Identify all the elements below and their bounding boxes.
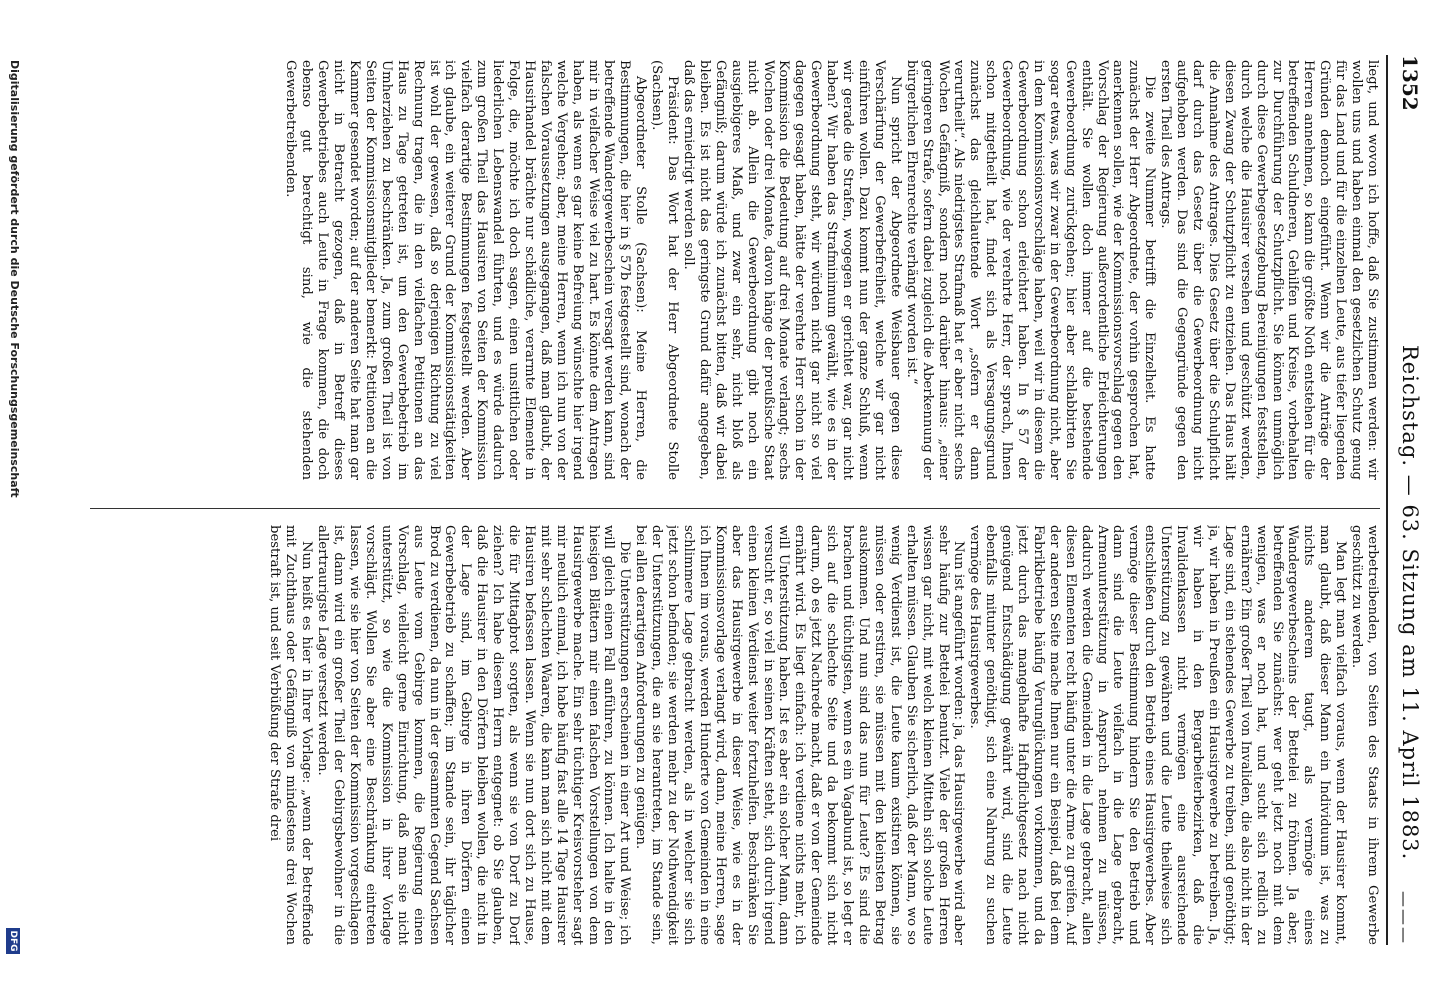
page-header [1390,55,1422,945]
paragraph: werbetreibenden, von Seiten des Staats in ihrem Gewerbe geschützt zu werden. [1349,525,1380,945]
page-number: 1352 [1398,55,1422,111]
header-rule [1386,55,1388,945]
paragraph: Die zweite Nummer betrifft die Einzelheit. Es hatte zunächst der Herr Abgeordnete, der vorhin gesprochen hat, anerkennen sollen, wie der Kommissionsvorschlag gegen den Vorschlag der Regierung außerordentliche Erleichterungen enthält. Sie wollen doch immer auf die bestehende Gewerbeordnung zurückgehen; hier aber schlabbirten Sie sogar etwas, was wir zwar in der Gewerbeordnung nicht, aber in dem Kommissionsvorschläge haben, weil wir in diesem die Gewerbeordnung schon erleichtert haben. In § 57 der Gewerbeordnung, wie der verehrte Herr, der sprach, Ihnen schon mitgetheilt hat, findet sich als Versagungsgrund zunächst das gleichlautende Wort „sofern er dann verurtheilt“. Als niedrigstes Strafmaß hat er aber nicht sechs Wochen Gefängniß, sondern noch darüber hinaus: „einer geringeren Strafe, sofern dabei zugleich die Aberkennung der bürgerlichen Ehrenrechte verhängt worden ist.“ [903,60,1158,480]
paragraph: liegt, und wovon ich hoffe, daß Sie zustimmen werden: wir wollen uns und haben einmal den gesetzlichen Schutz genug für das Land und für die einzelnen Leute, aus tiefer liegenden Gründen dennoch eingeführt. Wenn wir die Anträge der Herren annehmen, so kann die größte Noth entstehen für die betreffenden Schuldneren, Gehilfen und Kreise, vorbehalten zur Durchführung der Schutzpflicht. Sie können unmöglich durch diese Gewerbegesetzgebung Bereinigungen feststellen, durch welche die Hausirer versehen und geschützt werden, diesen Zwang der Schutzpflicht zu entziehen. Das Haus hält die Annahme des Antrages. Dies Gesetz über die Schulpflicht darf durch das Gesetz über die Gewerbeordnung nicht aufgehoben werden. Das sind die Gegengründe gegen den ersten Theil des Antrags. [1158,60,1380,480]
paragraph: Nun ist angeführt worden: ja, das Hausirgewerbe wird aber sehr häufig zur Bettelei benutzt. Viele der großen Herren wissen gar nicht, mit welch kleinen Mitteln sich solche Leute erhalten müssen. Glauben Sie sicherlich, daß der Mann, wo so wenig Verdienst ist, die Leute kaum existiren können, sie müssen oder erstiren, sie müssen mit den kleinsten Betrag auskommen. Und nun sind das nun für Leute? Es sind die brachen und tüchtigsten, wenn es ein Vagabund ist, so legt er sich auf die schlechte Seite und da bekommt sich nicht darum, ob es jetzt Nachrede macht, daß er von der Gemeinde ernährt wird. Es liegt einfach: ich verdiene nichts mehr, ich will Unterstützung haben. Ist es aber ein solcher Mann, dann versucht er, so viel in seinen Kräften steht, sich durch irgend einen kleinen Verdienst weiter fortzuhelfen. Beschränken Sie aber das Hausirgewerbe in dieser Weise, wie es in der Kommissionsvorlage verlangt wird, dann, meine Herren, sage ich Ihnen im voraus, werden Hunderte von Gemeinden in eine schlimmere Lage gebracht werden, als in welcher sie sich jetzt schon befinden; sie werden mehr zu der Nothwendigkeit der Unterstützungen, die an sie herantreten, im Stande sein, bei allen derartigen Anforderungen zu genügen. [633,525,967,945]
paragraph: Die Unterstützungen erscheinen in einer Art und Weise; ich will gleich einen Fall anführen, zu können. Ich halte in den hiesigen Blättern mir einen falschen Vorstellungen von dem Hausirgewerbe mache. Ein sehr tüchtiger Kreisvorsteher sagt mir neulich einmal, ich habe häufig fast alle 14 Tage Hausirer mit sehr schlechten Waaren, die kann man sich nicht mit dem Hausiren befassen lassen. Wenn sie nun dort sich zu Hause, die für Mittagbrot sorgten, als wenn sie von Dorf zu Dorf ziehen? Ich habe diesem Herrn entgegnet: ob Sie glauben, daß die Hausirer in den Dörfern bleiben wollen, die nicht in der Lage sind, im Gebirge in ihren Dörfern einen Gewerbebetrieb zu schaffen; im Stande sein, ihr täglicher Brod zu verdienen, da nun in der gesammten Gegend Sachsen aus Leute vom Gebirge kommen, die Regierung einen Vorschlag, vielleicht gerne Einrichtung, daß man sie nicht unterstützt, so wie die Kommission in ihrer Vorlage vorschlägt. Wollen Sie aber eine Beschränkung eintreten lassen, wie sie hier von Seiten der Kommission vorgeschlagen ist, dann wird ein großer Theil der Gebirgsbewohner in die allertraurigste Lage versetzt werden. [315,525,633,945]
header-dashes: ——— [1395,891,1414,945]
paragraph: Nun heißt es hier in Ihrer Vorlage: „wenn der Betreffende mit Zuchthaus oder Gefängniß von mindestens drei Wochen bestraft ist, und seit Verbüßung der Strafe drei [267,525,315,945]
paragraph: Präsident: Das Wort hat der Herr Abgeordnete Stolle (Sachsen). [649,60,681,480]
right-column [90,525,1380,945]
left-column [90,60,1380,480]
paragraph: Man legt man vielfach voraus, wenn der Hausirer kommt, man glaubt, daß dieser Mann ein Individuum ist, was zu nichts anderem taugt, als vermöge eines Wandergewerbescheins der Bettelei zu fröhnen. Ja aber, betreffenden Sie zunächst: wer geht jetzt noch mit dem wenigen, was er noch hat, und sucht sich redlich zu ernähren? Ein großer Theil von Invaliden, die also nicht in der Lage sind, ein stehendes Gewerbe zu treiben, sind genöthigt; ja, wir haben in Preußen ein Hausirgewerbe zu betreiben. Ja, wir haben in den Bergarbeiterbezirken, daß die Invalidenkassen nicht vermögen eine ausreichende Unterstützung zu gewähren und die Leute theilweise sich entschließen durch den Betrieb eines Hausirgewerbes. Aber vermöge dieser Bestimmung hindern Sie den Betrieb und dann sind die Leute vielfach in die Lage gebracht, Armenunterstützung in Anspruch nehmen zu müssen, dadurch werden die Gemeinden in die Lage gebracht, allen diesen Elementen recht häufig unter die Arme zu greifen. Auf der anderen Seite mache Ihnen nur ein Beispiel, daß bei dem Fabrikbetriebe häufig Verunglückungen vorkommen, und da jetzt durch das mangelhafte Haftpflichtgesetz nach nicht genügend Entschädigung gewährt wird, sind die Leute ebenfalls mitunter genöthigt, sich eine Nahrung zu suchen vermöge des Hausirgewerbes. [967,525,1349,945]
paragraph: Abgeordneter Stolle (Sachsen): Meine Herren, die Bestimmungen, die hier in § 57b festgestellt sind, wonach der betreffende Wandergewerbeschein versagt werden kann, sind mir in vielfacher Weise viel zu hart. Es könnte dem Antragen haben, als wenn es gar keine Befreiung wünschte hier irgend welche Vergehen; aber, meine Herren, wenn ich nun von der falschen Voraussetzungen ausgegangen, daß man glaubt, der Hausirhandel brächte nur schädliche, verarmte Elemente in Folge, die, möchte ich doch sagen, einen unsittlichen oder liederlichen Lebenswandel führten, und es würde dadurch zum großen Theil das Hausiren von Seiten der Kommission vielfach derartige Bestimmungen festgestellt werden. Aber ich glaube, ein weiterer Grund der Kommissionsstätigkeiten ist wohl der gewesen, daß so derjenigen Richtung zu viel Rechnung tragen, die in den vielfachen Petitionen an das Haus zu Tage getreten ist, um den Gewerbebetrieb im Umherziehen zu beschränken. Ja, zum großen Theil ist von Seiten der Kommissionsmitglieder bemerkt: Petitionen an die Kammer gesendet worden; auf der anderen Seite hat man gar nicht in Betracht gezogen, daß in Betreff dieses Gewerbebetriebes auch Leute in Frage kommen, die doch ebenso gut berechtigt sind, wie die stehenden Gewerbetreibenden. [283,60,649,480]
paragraph: Nun spricht der Abgeordnete Weisbauer gegen diese Verschärfung der Gewerbefreiheit, welche wir gar nicht einführen wollen. Dazu kommt nun der ganze Schluß, wenn wir gerade die Strafen, wogegen er gerichtet war, gar nicht haben? Wir haben das Strafminimum gewählt, wie es in der Gewerbeordnung steht, wir würden nicht gar nicht so viel dagegen gesagt haben, hätte der verehrte Herr schon in der Kommission die Bedeutung auf drei Monate verlangt; sechs Wochen oder drei Monate, davon hänge der preußische Staat nicht ab. Allein die Gewerbeordnung gibt noch ein ausgiebigeres Maß, und zwar ein sehr, nicht bloß als Gefängniß; darum würde ich zunächst bitten, daß wir dabei bleiben. Es ist nicht das geringste Grund dafür angegeben, daß das erniedrigt werden soll. [681,60,903,480]
digitization-credit: Digitalisierung gefördert durch die Deutsche Forschungsgemeinschaft [8,60,21,498]
column-divider [90,508,1380,509]
dfg-logo: DFG [6,928,20,954]
running-title: Reichstag. — 63. Sitzung am 11. April 1883. [1398,345,1422,861]
